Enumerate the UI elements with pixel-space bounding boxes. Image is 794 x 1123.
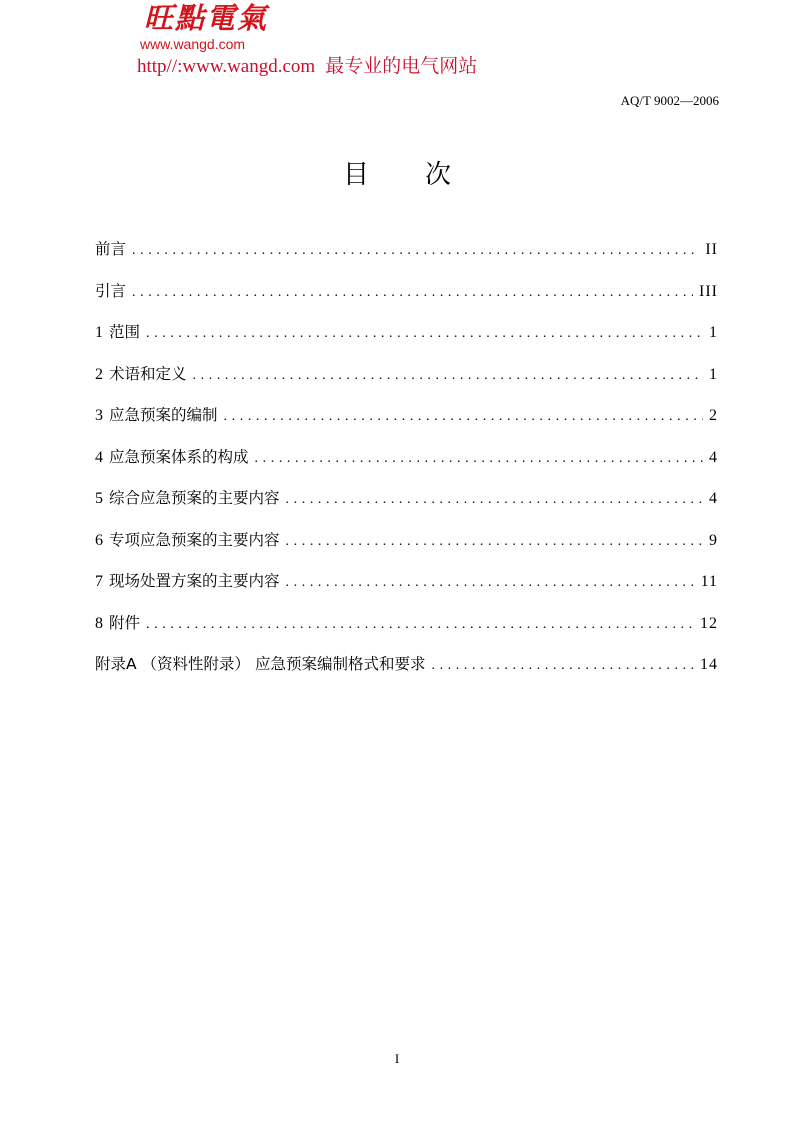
toc-entry-8[interactable] xyxy=(95,605,718,647)
toc-entry-label xyxy=(95,605,140,642)
toc-entry-label xyxy=(95,273,126,309)
toc-entry-title: 附录A （资料性附录） 应急预案编制格式和要求 xyxy=(95,655,426,673)
toc-entry-title: 专项应急预案的主要内容 xyxy=(109,530,280,549)
toc-leader-dots xyxy=(146,607,694,643)
toc-entry-title: 范围 xyxy=(109,323,141,341)
toc-entry-1[interactable] xyxy=(95,314,718,356)
toc-entry-page: 2 xyxy=(709,407,718,424)
toc-title-char-2: 次 xyxy=(425,160,452,190)
toc-entry-number: 5 xyxy=(95,490,103,507)
toc-entry-label xyxy=(95,397,218,434)
toc-leader-dots xyxy=(431,648,694,684)
toc-entry-title: 前言 xyxy=(95,240,127,258)
toc-entry-number: 6 xyxy=(95,531,103,549)
toc-entry-label xyxy=(95,646,425,682)
toc-entry-page: 1 xyxy=(709,324,718,341)
toc-entry-6[interactable] xyxy=(95,522,718,564)
standard-number: AQ/T 9002—2006 xyxy=(620,93,719,108)
toc-entry-page: 14 xyxy=(700,656,718,673)
toc-entry-title: 引言 xyxy=(95,281,127,300)
toc-entry-number: 4 xyxy=(95,448,103,466)
toc-entry-label xyxy=(95,356,187,393)
toc-title xyxy=(0,158,794,192)
page-number: I xyxy=(394,1051,400,1066)
toc-entry-4[interactable] xyxy=(95,439,718,481)
toc-entry-label xyxy=(95,231,126,267)
logo-text: 旺點電氣 xyxy=(144,1,269,35)
toc-title-char-1: 目 xyxy=(342,160,369,190)
toc-leader-dots xyxy=(286,482,703,518)
toc-entry-title: 应急预案体系的构成 xyxy=(109,447,249,466)
toc-entry-5[interactable] xyxy=(95,480,718,522)
toc-entry-title: 术语和定义 xyxy=(109,364,187,383)
toc-entry-page: 4 xyxy=(709,490,718,507)
toc-entry-appendix-a[interactable] xyxy=(95,646,718,688)
toc-entry-page: II xyxy=(705,241,718,258)
toc-entry-page: 4 xyxy=(709,448,718,466)
toc-leader-dots xyxy=(224,399,703,435)
toc-leader-dots xyxy=(286,524,703,560)
site-logo[interactable] xyxy=(140,2,280,52)
toc-leader-dots xyxy=(132,275,693,311)
toc-entry-number: 1 xyxy=(95,324,103,341)
toc-entry-page: 11 xyxy=(700,573,718,590)
site-banner xyxy=(137,53,477,80)
toc-leader-dots xyxy=(132,233,699,269)
toc-entry-label xyxy=(95,522,280,559)
toc-entry-number: 8 xyxy=(95,614,103,632)
toc-entry-page: 12 xyxy=(700,614,718,632)
toc-entry-number: 7 xyxy=(95,573,103,590)
toc-entry-label xyxy=(95,480,280,517)
site-url-link[interactable]: http//:www.wangd.com xyxy=(137,56,316,77)
toc-entry-number: 3 xyxy=(95,407,103,424)
toc-entry-label xyxy=(95,314,140,351)
toc-entry-label xyxy=(95,563,280,600)
toc-entry-foreword[interactable] xyxy=(95,231,718,273)
toc-entry-number: 2 xyxy=(95,365,103,383)
toc-entry-3[interactable] xyxy=(95,397,718,439)
toc-entry-label xyxy=(95,439,249,476)
toc-entry-2[interactable] xyxy=(95,356,718,398)
toc-entry-title: 应急预案的编制 xyxy=(109,406,218,424)
toc-entry-7[interactable] xyxy=(95,563,718,605)
toc-entry-page: 1 xyxy=(709,365,718,383)
toc-entry-page: 9 xyxy=(709,531,718,549)
toc-entry-title: 现场处置方案的主要内容 xyxy=(109,572,280,590)
toc-entry-page: III xyxy=(699,282,718,300)
logo-url: www.wangd.com xyxy=(140,36,246,52)
toc-leader-dots xyxy=(146,316,703,352)
toc-list xyxy=(95,231,718,688)
toc-leader-dots xyxy=(255,441,703,477)
site-slogan: 最专业的电气网站 xyxy=(325,55,478,77)
toc-entry-title: 附件 xyxy=(109,613,141,632)
toc-leader-dots xyxy=(286,565,695,601)
toc-entry-introduction[interactable] xyxy=(95,273,718,315)
toc-entry-title: 综合应急预案的主要内容 xyxy=(109,489,280,507)
toc-leader-dots xyxy=(193,358,703,394)
